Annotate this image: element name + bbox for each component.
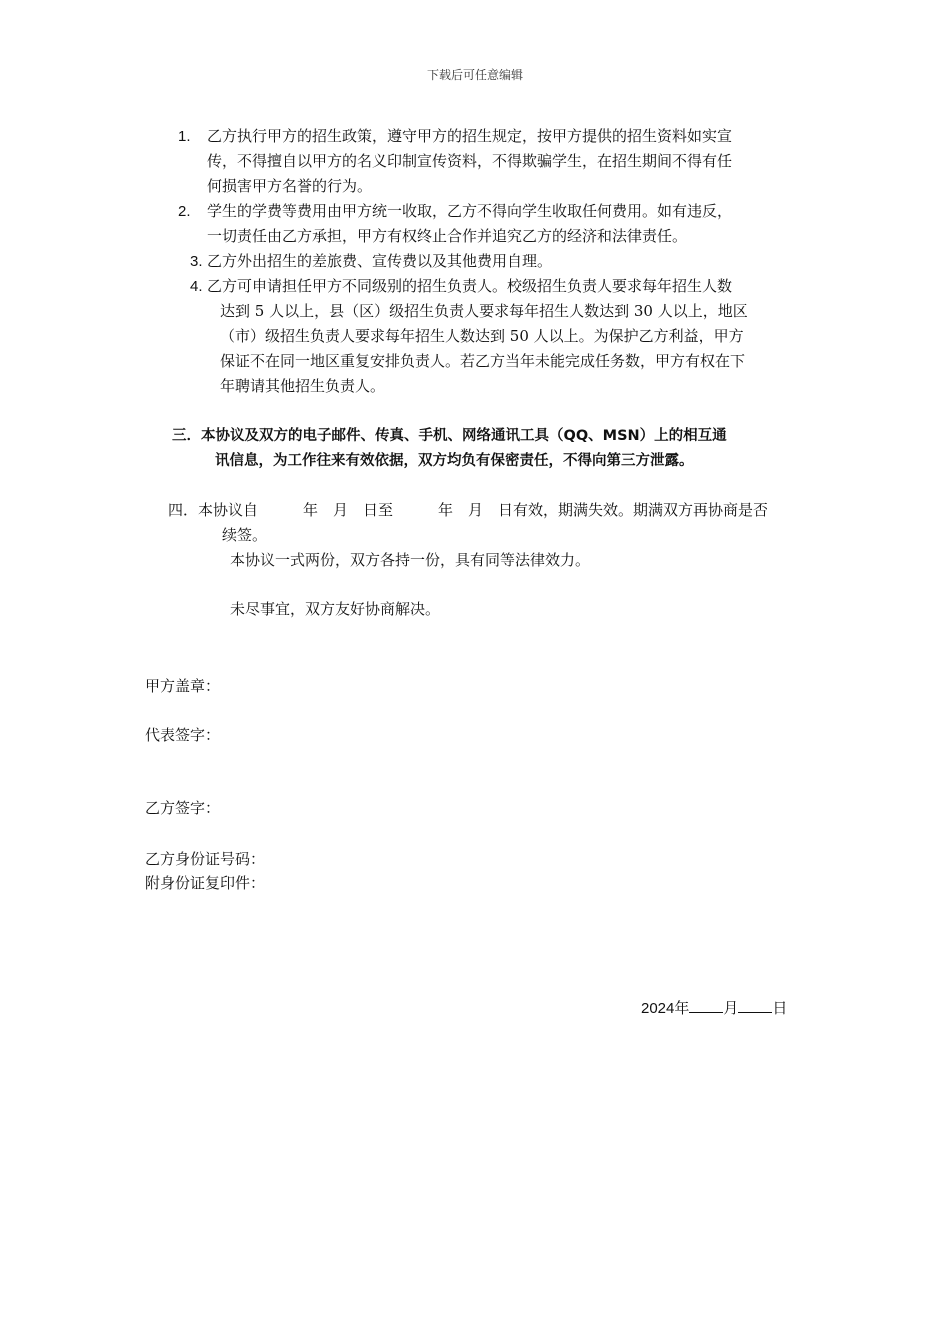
party-a-seal-label: 甲方盖章： <box>145 677 221 695</box>
party-b-signature-label: 乙方签字： <box>145 799 221 817</box>
item-line: 乙方可申请担任甲方不同级别的招生负责人。校级招生负责人要求每年招生人数 <box>207 277 733 295</box>
list-item <box>190 249 810 274</box>
item-number: 2. <box>178 203 191 220</box>
id-copy-label: 附身份证复印件： <box>145 874 266 892</box>
section-3-line-1: 三．本协议及双方的电子邮件、传真、手机、网络通讯工具（QQ、MSN）上的相互通 <box>172 428 727 444</box>
date-year: 2024 <box>641 1000 675 1017</box>
month-blank <box>689 997 723 1013</box>
item-line: 乙方执行甲方的招生政策，遵守甲方的招生规定，按甲方提供的招生资料如实宣 <box>207 127 733 145</box>
section-3-line-2: 讯信息，为工作往来有效依据，双方均负有保密责任，不得向第三方泄露。 <box>215 453 694 469</box>
month-char: 月 <box>723 999 739 1017</box>
item-line: （市）级招生负责人要求每年招生人数达到 50 人以上。为保护乙方利益，甲方 <box>220 327 744 345</box>
day-blank <box>738 997 772 1013</box>
list-item <box>178 124 818 199</box>
section-4-line-2: 续签。 <box>222 526 268 544</box>
item-line: 一切责任由乙方承担，甲方有权终止合作并追究乙方的经济和法律责任。 <box>207 227 688 245</box>
item-line: 保证不在同一地区重复安排负责人。若乙方当年未能完成任务数，甲方有权在下 <box>220 352 746 370</box>
item-line: 学生的学费等费用由甲方统一收取，乙方不得向学生收取任何费用。如有违反， <box>207 202 733 220</box>
item-line: 乙方外出招生的差旅费、宣传费以及其他费用自理。 <box>207 252 553 270</box>
copies-clause: 本协议一式两份，双方各持一份，具有同等法律效力。 <box>230 551 591 569</box>
item-line: 何损害甲方名誉的行为。 <box>207 177 373 195</box>
section-4-line-1: 四．本协议自 年 月 日至 年 月 日有效，期满失效。期满双方再协商是否 <box>168 501 769 519</box>
matters-clause: 未尽事宜，双方友好协商解决。 <box>230 600 441 618</box>
list-item <box>178 199 818 249</box>
party-b-id-label: 乙方身份证号码： <box>145 850 266 868</box>
item-line: 年聘请其他招生负责人。 <box>220 377 386 395</box>
item-number: 4. <box>190 278 203 295</box>
representative-signature-label: 代表签字： <box>145 726 221 744</box>
header-note: 下载后可任意编辑 <box>426 68 523 82</box>
item-line: 传，不得擅自以甲方的名义印制宣传资料，不得欺骗学生，在招生期间不得有任 <box>207 152 733 170</box>
item-number: 1. <box>178 128 191 145</box>
list-item <box>190 274 820 399</box>
item-number: 3. <box>190 253 203 270</box>
date-line <box>641 996 787 1021</box>
year-char: 年 <box>674 999 690 1017</box>
day-char: 日 <box>772 999 788 1017</box>
item-line: 达到 5 人以上，县（区）级招生负责人要求每年招生人数达到 30 人以上，地区 <box>220 302 748 320</box>
